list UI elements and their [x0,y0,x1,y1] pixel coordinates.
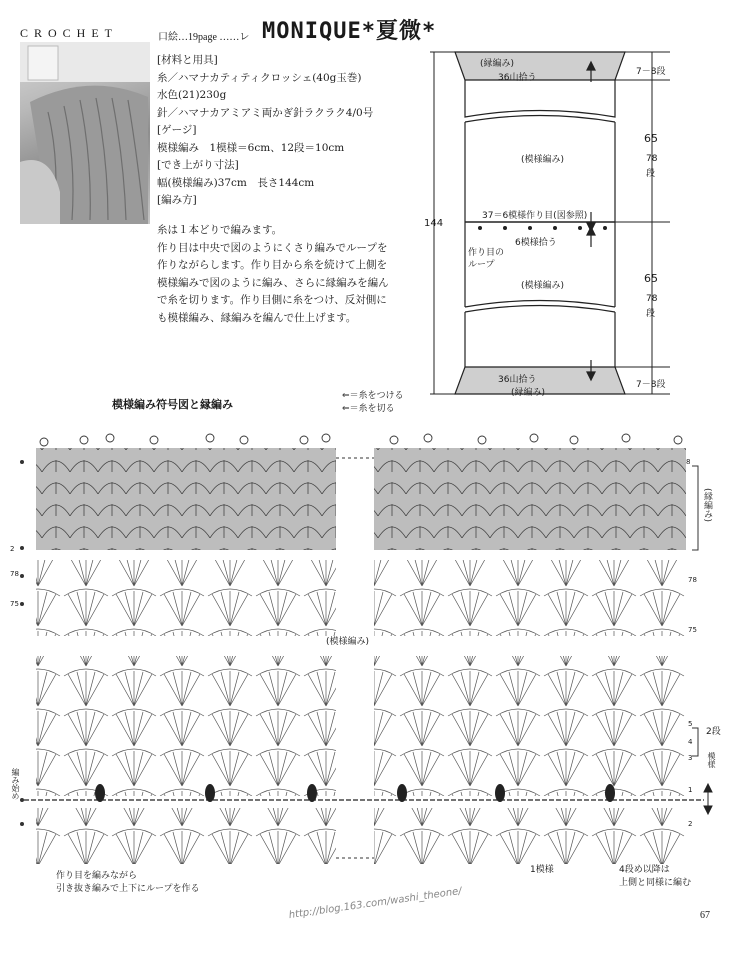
schematic-pickup-top: 36山拾う [498,73,537,83]
schematic-rows-bottom: 7－8段 [636,380,666,390]
side-2dan: 2段 [706,727,721,737]
start-label: 編み始め [11,768,20,800]
schematic-body-upper: (模様編み) [521,155,565,165]
materials-heading: [材料と用具] [157,54,218,66]
watermark: http://blog.163.com/washi_theone/ [288,885,463,922]
legend-join: ⇐＝糸をつける [342,391,404,401]
row-2-right: 2 [688,820,693,828]
row-75-left: 75 [10,600,19,608]
chart-pattern-label: (模様編み) [326,637,370,647]
schematic-total: 144 [424,218,444,229]
schematic-border-top: (縁編み) [480,59,515,69]
product-photo [20,42,150,224]
arrow-cut-icon: ⇐ [342,404,350,414]
method-line: も模様編み、縁編みを編んで仕上げます。 [157,311,357,324]
stitch-chart [14,428,734,898]
chart-edge-border: (縁編み) [702,488,712,523]
yarn-text: 糸／ハマナカティティクロッシェ(40g玉巻) [157,71,362,84]
schematic-pickup-bottom: 36山拾う [498,375,537,385]
gauge-text: 模様編み 1模様＝6cm、12段＝10cm [157,141,345,154]
materials-block [157,52,427,210]
method-line: 作りながらします。作り目から糸を続けて上側を [157,259,388,271]
page-reference: 口絵…19page ……レ [158,32,250,43]
arrow-join-icon: ⇐ [342,391,350,401]
method-line: 模様編みで図のように編み、さらに縁編みを編ん [157,276,389,289]
schematic-dan-upper: 段 [646,169,656,179]
row-3-right: 3 [688,754,693,762]
note-right-1: 4段め以降は [619,865,670,875]
schematic-border-bottom: (縁編み) [511,388,546,398]
top-body-shape [465,80,615,117]
photo-illustration [20,42,150,224]
row-4-right: 4 [688,738,693,746]
schematic-body-lower: (模様編み) [521,281,565,291]
finished-heading: [でき上がり寸法] [157,159,239,171]
color-text: 水色(21)230g [157,89,227,101]
schematic-cm-65-upper: 65 [644,132,658,145]
schematic-loop-note-1: 作り目の [468,248,505,258]
page-number: 67 [700,910,710,921]
row-78-left: 78 [10,570,19,578]
method-heading: [編み方] [157,194,197,206]
row-2-left: 2 [10,545,15,553]
schematic-center-pick: 6模様拾う [515,238,557,248]
row-1-right: 1 [688,786,693,794]
schematic-loop-note-2: ループ [468,260,495,270]
row-75-right: 75 [688,626,697,634]
row-8-right: 8 [686,458,691,466]
method-line: 作り目は中央で図のようにくさり編みでループを [157,241,388,254]
one-repeat-label: 1模様 [530,865,554,875]
schematic-center: 37＝6模様作り目(図参照) [482,211,588,221]
note-left-1: 作り目を編みながら [56,871,138,881]
method-line: 糸は１本どりで編みます。 [157,224,283,236]
schematic-rows-78-lower: 78 [646,294,658,304]
schematic-rows-78-upper: 78 [646,154,658,164]
needle-text: 針／ハマナカアミアミ両かぎ針ラクラク4/0号 [157,106,374,119]
side-moyou: 模様 [707,752,716,768]
method-text [157,222,432,327]
note-left-2: 引き抜き編みで上下にループを作る [56,884,200,894]
gauge-heading: [ゲージ] [157,124,197,136]
legend [342,390,404,416]
schematic-diagram [420,42,730,407]
note-right-2: 上側と同様に編む [619,878,692,888]
chart-title: 模様編み符号図と縁編み [112,398,233,411]
finished-text: 幅(模様編み)37cm 長さ144cm [157,176,315,189]
legend-cut: ⇐＝糸を切る [342,404,395,414]
row-78-right: 78 [688,576,697,584]
method-line: で糸を切ります。作り目側に糸をつけ、反対側に [157,294,387,306]
row-5-right: 5 [688,720,693,728]
schematic-cm-65-lower: 65 [644,272,658,285]
page-title: MONIQUE*夏微* [262,19,437,44]
series-label: CROCHET [20,26,119,40]
schematic-dan-lower: 段 [646,309,656,319]
schematic-rows-top: 7－8段 [636,67,666,77]
